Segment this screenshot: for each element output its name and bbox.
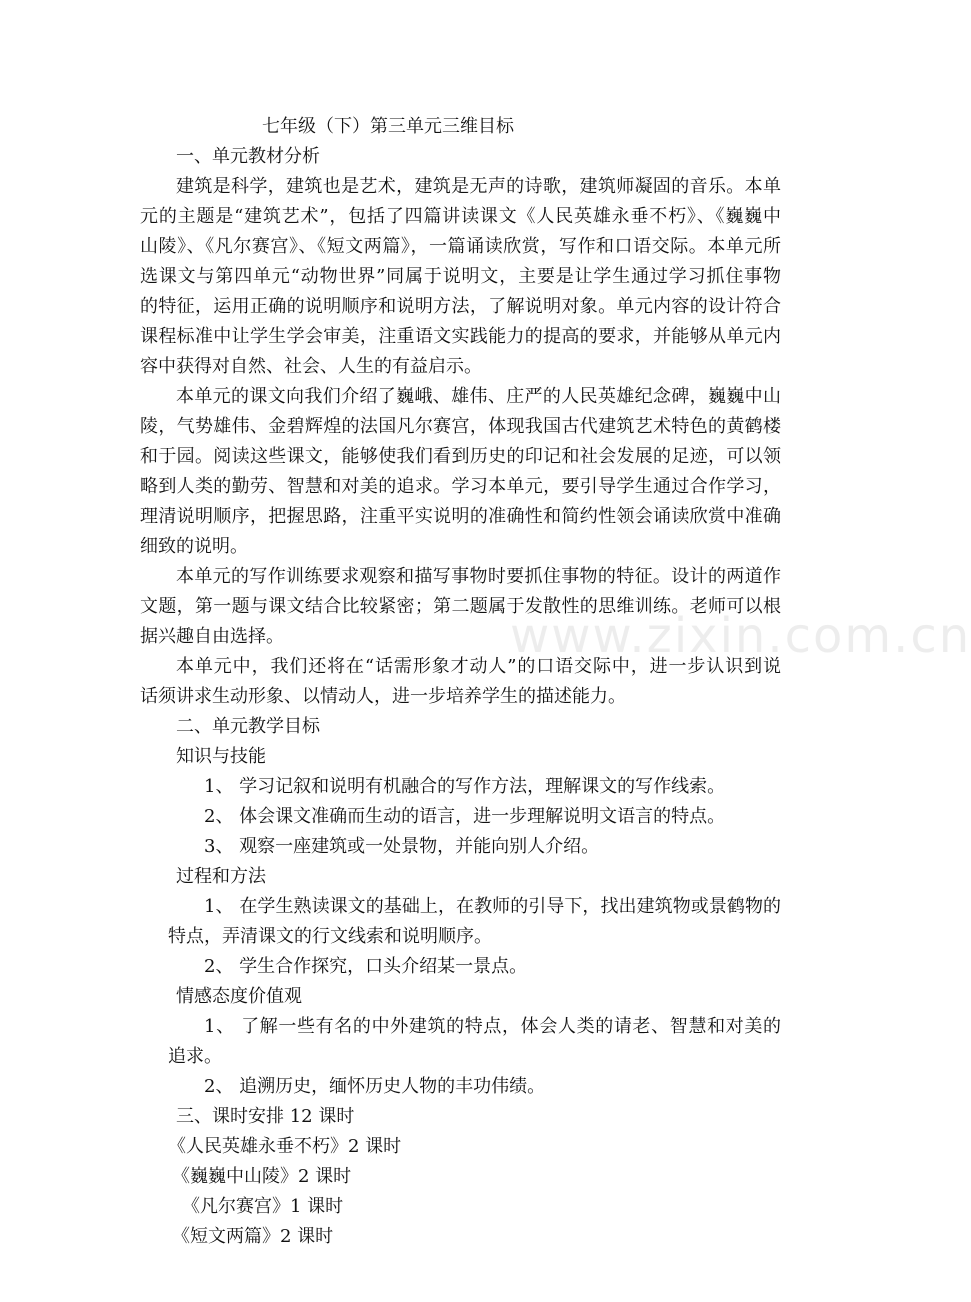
paragraph-line: 理清说明顺序，把握思路，注重平实说明的准确性和简约性领会诵读欣赏中准确 [140,506,781,527]
list-item: 2、 学生合作探究，口头介绍某一景点。 [204,956,528,977]
paragraph-line: 文题，第一题与课文结合比较紧密；第二题属于发散性的思维训练。老师可以根 [140,596,781,617]
paragraph-line: 话须讲求生动形象、以情动人，进一步培养学生的描述能力。 [140,686,626,707]
paragraph-line: 陵，气势雄伟、金碧辉煌的法国凡尔赛宫，体现我国古代建筑艺术特色的黄鹤楼 [140,416,781,437]
paragraph-line: 山陵》、《凡尔赛宫》、《短文两篇》，一篇诵读欣赏，写作和口语交际。本单元所 [140,236,781,257]
list-item: 3、 观察一座建筑或一处景物，并能向别人介绍。 [204,836,600,857]
section3-heading: 三、课时安排 12 课时 [176,1106,355,1127]
section2-heading: 二、单元教学目标 [176,716,320,737]
paragraph-line: 本单元中，我们还将在“话需形象才动人”的口语交际中，进一步认识到说 [176,656,781,677]
schedule-item: 《凡尔赛宫》1 课时 [182,1196,344,1217]
watermark: www.zixin.com.cn [510,608,971,664]
list-item: 1、 学习记叙和说明有机融合的写作方法，理解课文的写作线索。 [204,776,726,797]
paragraph-line: 和于园。阅读这些课文，能够使我们看到历史的印记和社会发展的足迹，可以领 [140,446,781,467]
paragraph-line: 略到人类的勤劳、智慧和对美的追求。学习本单元，要引导学生通过合作学习， [140,476,781,497]
subheading-process: 过程和方法 [176,866,266,887]
list-item: 追求。 [168,1046,222,1067]
list-item: 2、 体会课文准确而生动的语言，进一步理解说明文语言的特点。 [204,806,726,827]
schedule-item: 《短文两篇》2 课时 [172,1226,334,1247]
paragraph-line: 容中获得对自然、社会、人生的有益启示。 [140,356,482,377]
list-item: 1、 了解一些有名的中外建筑的特点，体会人类的请老、智慧和对美的 [204,1016,781,1037]
schedule-item: 《人民英雄永垂不朽》2 课时 [168,1136,402,1157]
list-item: 特点，弄清课文的行文线索和说明顺序。 [168,926,492,947]
paragraph-line: 建筑是科学，建筑也是艺术，建筑是无声的诗歌，建筑师凝固的音乐。本单 [176,176,781,197]
paragraph-line: 的特征，运用正确的说明顺序和说明方法，了解说明对象。单元内容的设计符合 [140,296,781,317]
paragraph-line: 据兴趣自由选择。 [140,626,284,647]
subheading-knowledge: 知识与技能 [176,746,266,767]
document-title: 七年级（下）第三单元三维目标 [262,116,514,137]
list-item: 1、 在学生熟读课文的基础上，在教师的引导下，找出建筑物或景鹤物的 [204,896,781,917]
section1-heading: 一、单元教材分析 [176,146,320,167]
paragraph-line: 元的主题是“建筑艺术”，包括了四篇讲读课文《人民英雄永垂不朽》、《巍巍中 [140,206,781,227]
paragraph-line: 细致的说明。 [140,536,248,557]
paragraph-line: 本单元的写作训练要求观察和描写事物时要抓住事物的特征。设计的两道作 [176,566,781,587]
subheading-emotion: 情感态度价值观 [176,986,302,1007]
list-item: 2、 追溯历史，缅怀历史人物的丰功伟绩。 [204,1076,546,1097]
schedule-item: 《巍巍中山陵》2 课时 [172,1166,352,1187]
paragraph-line: 选课文与第四单元“动物世界”同属于说明文，主要是让学生通过学习抓住事物 [140,266,781,287]
paragraph-line: 本单元的课文向我们介绍了巍峨、雄伟、庄严的人民英雄纪念碑，巍巍中山 [176,386,781,407]
paragraph-line: 课程标准中让学生学会审美，注重语文实践能力的提高的要求，并能够从单元内 [140,326,781,347]
